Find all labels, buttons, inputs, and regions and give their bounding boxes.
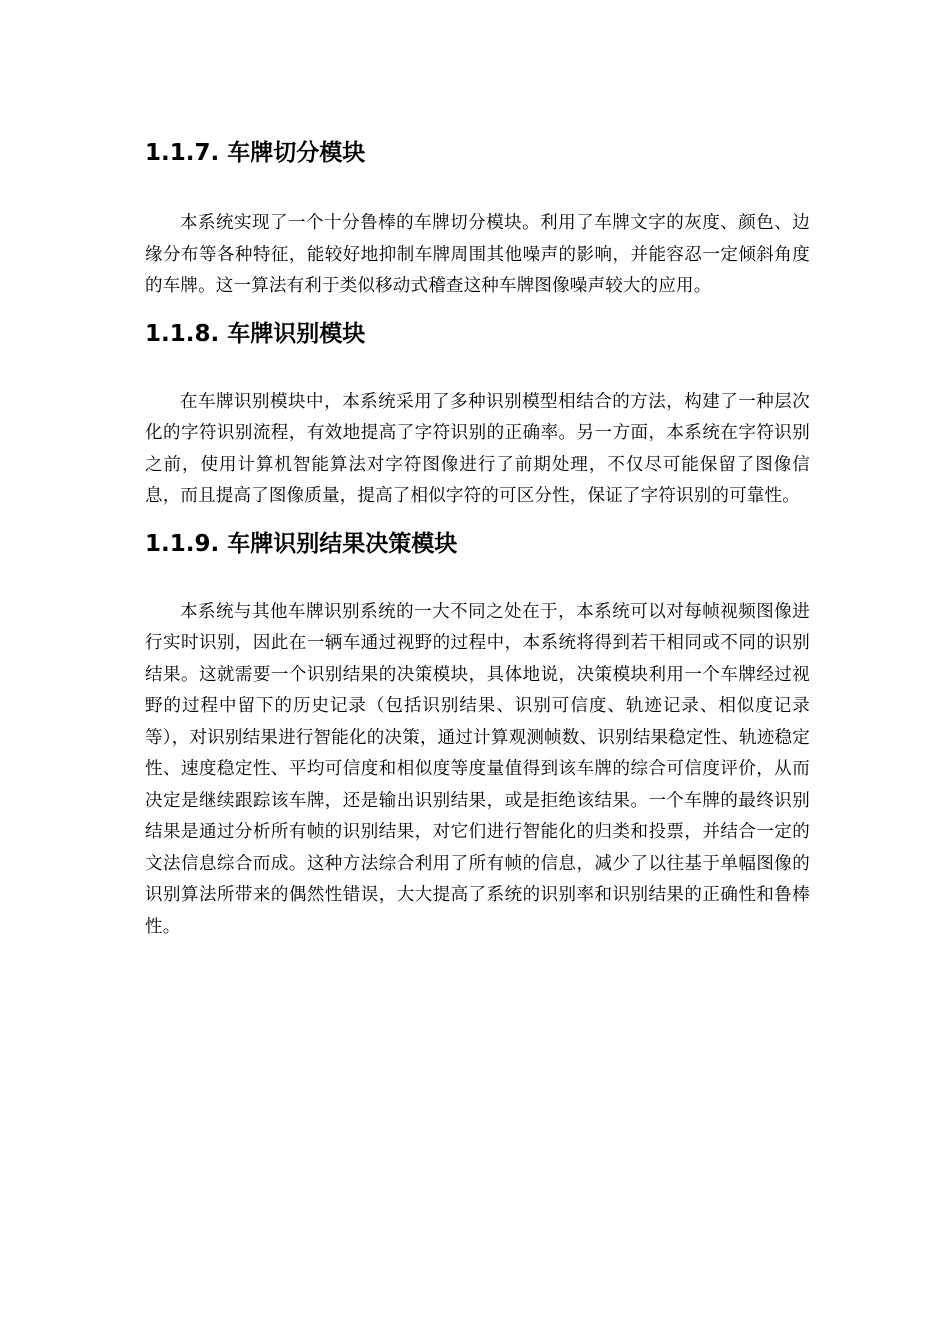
section-body-plate-recognition: 在车牌识别模块中，本系统采用了多种识别模型相结合的方法，构建了一种层次化的字符识别流程，有效地提高了字符识别的正确率。另一方面，本系统在字符识别之前，使用计算机智能算法对字符图像进行了前期处理，不仅尽可能保留了图像信息，而且提高了图像质量，提高了相似字符的可区分性，保证了字符识别的可靠性。 — [145, 391, 810, 506]
section-body-result-decision: 本系统与其他车牌识别系统的一大不同之处在于，本系统可以对每帧视频图像进行实时识别，因此在一辆车通过视野的过程中，本系统将得到若干相同或不同的识别结果。这就需要一个识别结果的决策模块，具体地说，决策模块利用一个车牌经过视野的过程中留下的历史记录（包括识别结果、识别可信度、轨迹记录、相似度记录等），对识别结果进行智能化的决策，通过计算观测帧数、识别结果稳定性、轨迹稳定性、速度稳定性、平均可信度和相似度等度量值得到该车牌的综合可信度评价，从而决定是继续跟踪该车牌，还是输出识别结果，或是拒绝该结果。一个车牌的最终识别结果是通过分析所有帧的识别结果，对它们进行智能化的归类和投票，并结合一定的文法信息综合而成。这种方法综合利用了所有帧的信息，减少了以往基于单幅图像的识别算法所带来的偶然性错误，大大提高了系统的识别率和识别结果的正确性和鲁棒性。 — [145, 601, 810, 937]
section-body-plate-segmentation: 本系统实现了一个十分鲁棒的车牌切分模块。利用了车牌文字的灰度、颜色、边缘分布等各种特征，能较好地抑制车牌周围其他噪声的影响，并能容忍一定倾斜角度的车牌。这一算法有利于类似移动式稽查这种车牌图像噪声较大的应用。 — [145, 213, 810, 296]
section-heading-result-decision: 1.1.9. 车牌识别结果决策模块 — [145, 530, 458, 557]
section-heading-plate-segmentation: 1.1.7. 车牌切分模块 — [145, 140, 366, 166]
section-heading-plate-recognition: 1.1.8. 车牌识别模块 — [145, 320, 366, 347]
document-page — [145, 128, 810, 943]
